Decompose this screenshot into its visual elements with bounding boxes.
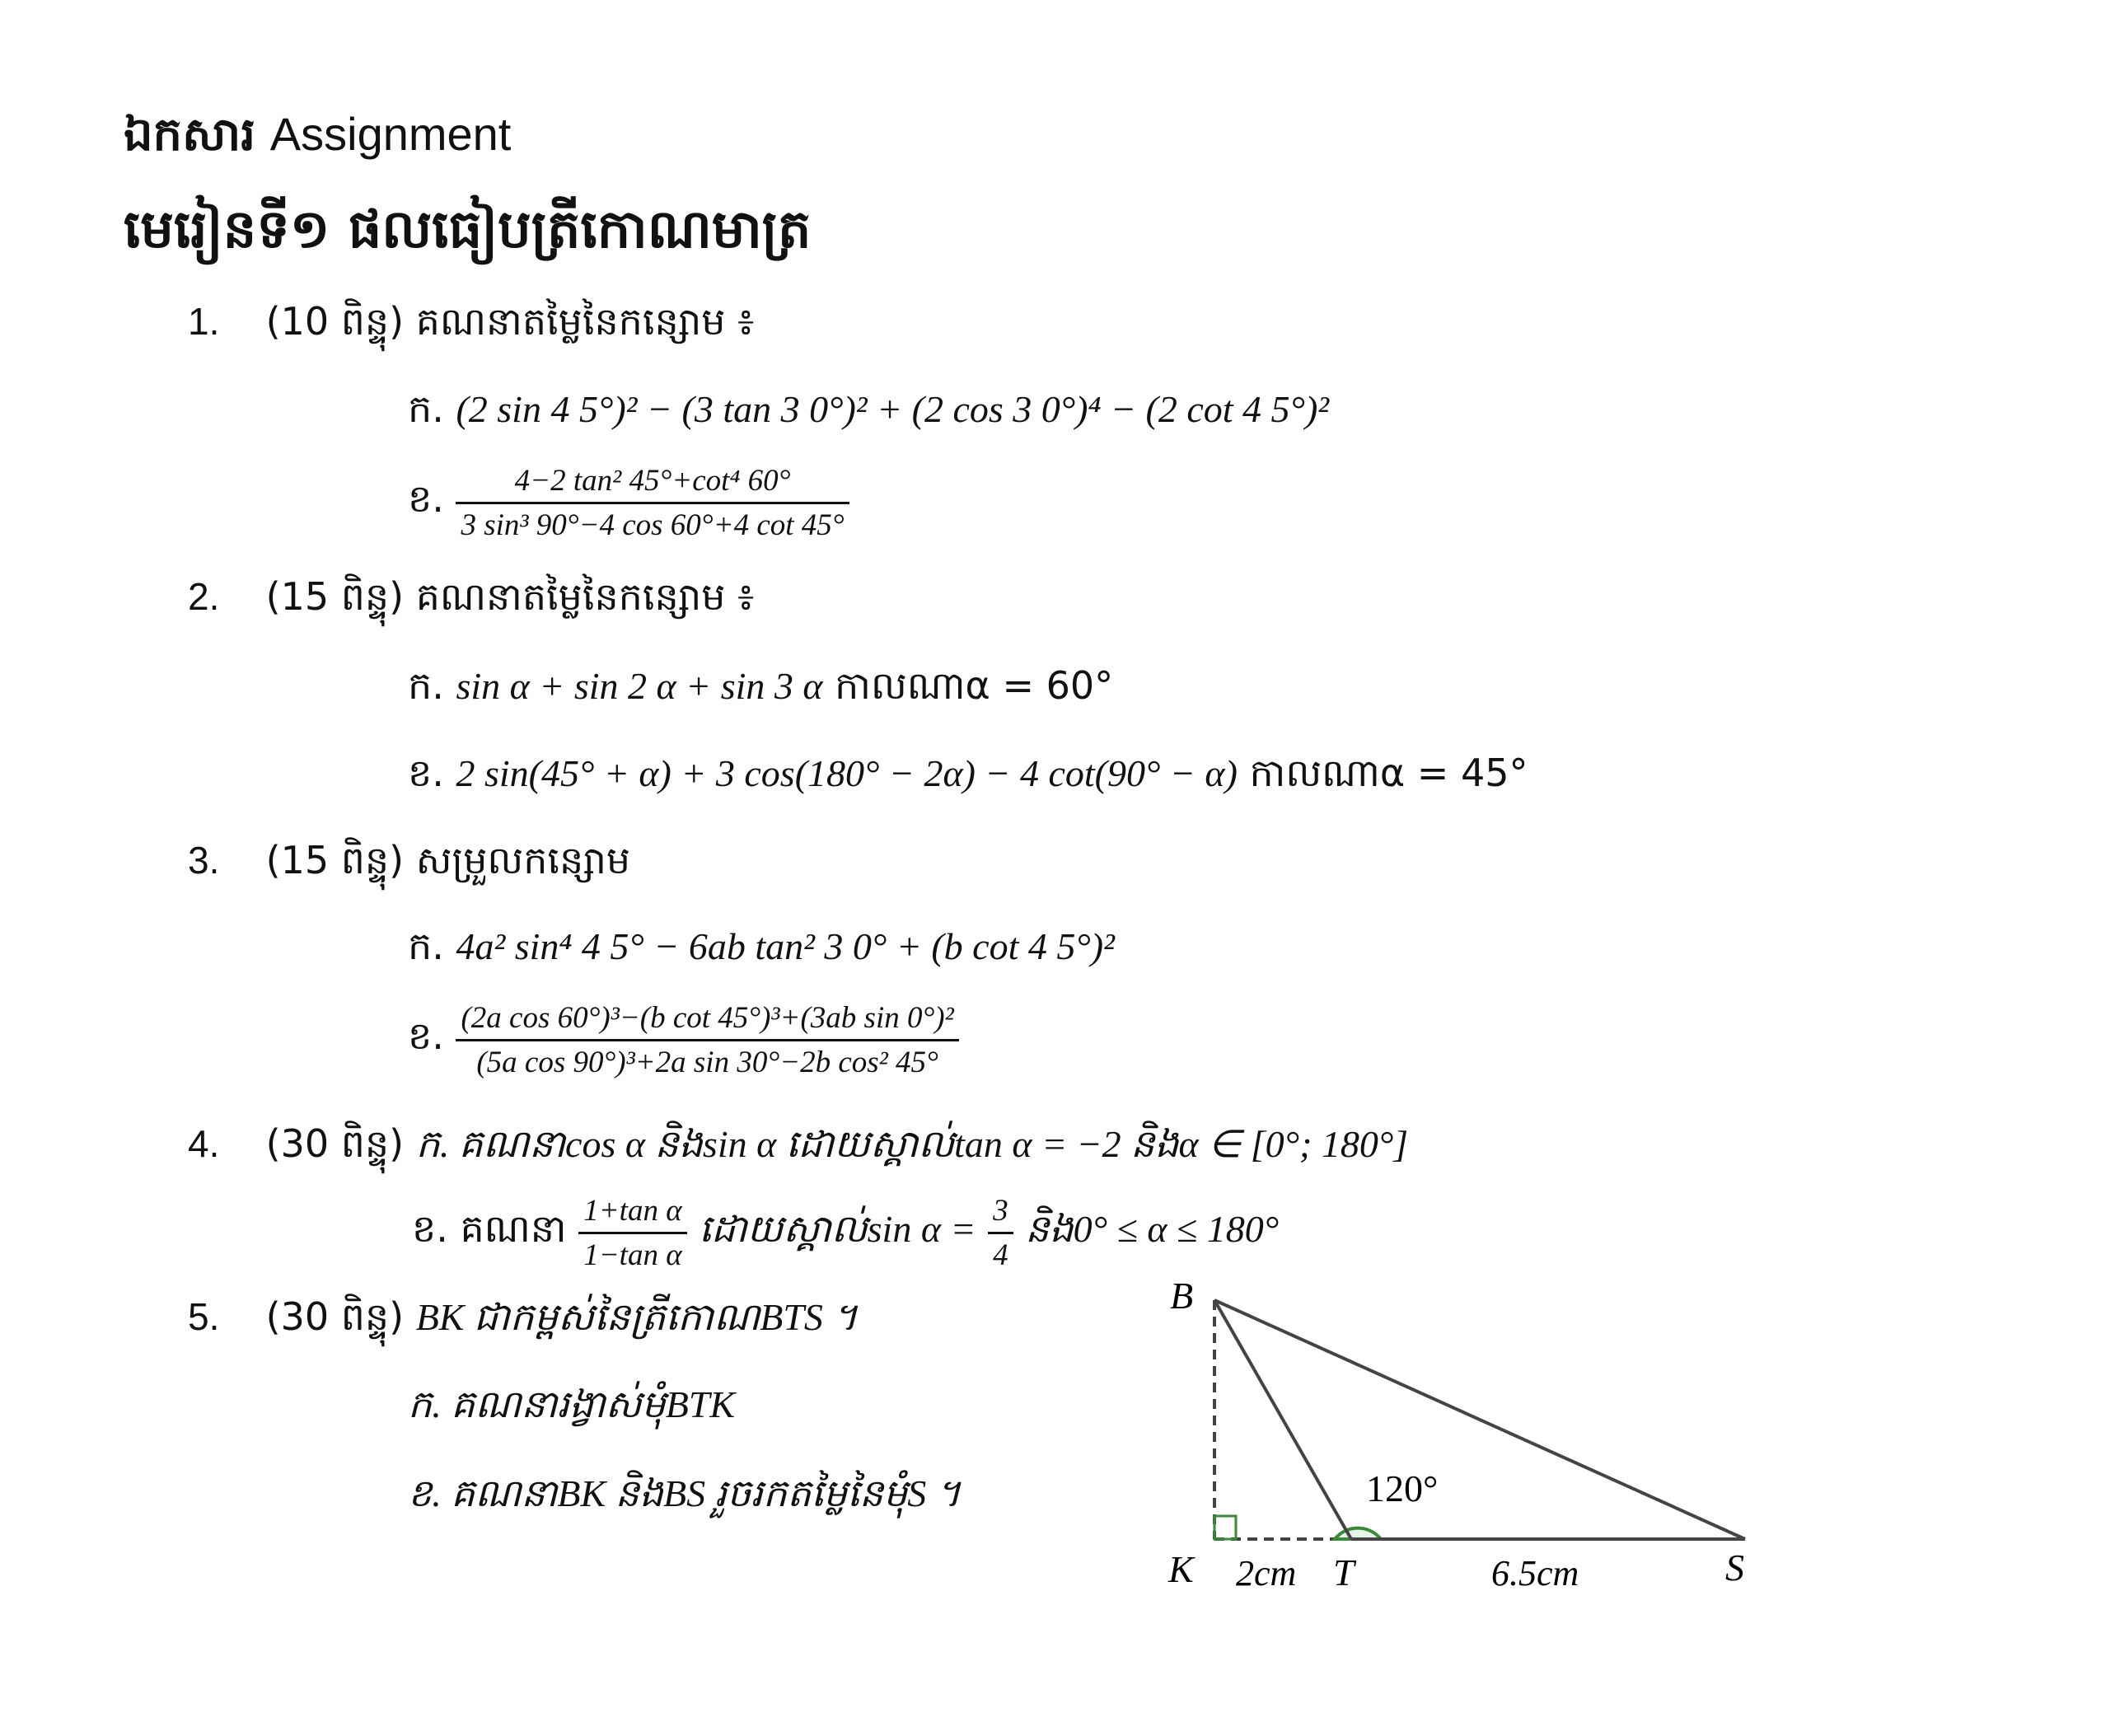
math-expression: 4a² sin⁴ 4 5° − 6ab tan² 3 0° + (b cot 4 5°)² bbox=[456, 925, 1115, 967]
question-text: ក. គណនាcos α និងsin α ដោយស្គាល់tan α = −2 និងα ∈ [0°; 180°] bbox=[415, 1123, 1409, 1165]
range-text: និង0° ≤ α ≤ 180° bbox=[1025, 1208, 1280, 1250]
question-number: 4. bbox=[188, 1122, 220, 1165]
question-points: (10 ពិន្ទុ) bbox=[265, 299, 405, 344]
right-angle-marker bbox=[1214, 1516, 1236, 1539]
question-points: (30 ពិន្ទុ) bbox=[265, 1121, 405, 1166]
fraction-denominator: (5a cos 90°)³+2a sin 30°−2b cos² 45° bbox=[476, 1046, 938, 1079]
q3-part-b bbox=[408, 1000, 959, 1080]
q2-part-a bbox=[408, 662, 1113, 718]
question-prompt: គណនាតម្លៃនៃកន្សោម ៖ bbox=[415, 574, 755, 619]
math-expression: 2 sin(45° + α) + 3 cos(180° − 2α) − 4 cot(90° − α) bbox=[456, 752, 1238, 794]
part-label: ក. bbox=[408, 663, 444, 708]
side-bt bbox=[1214, 1300, 1351, 1539]
document-header bbox=[124, 105, 511, 173]
header-label-kh: ឯកសារ bbox=[124, 108, 255, 161]
part-label: ខ. bbox=[408, 1013, 444, 1058]
lesson-title: មេរៀនទី១ ផលធៀបត្រីកោណមាត្រ bbox=[124, 199, 812, 260]
vertex-label-t: T bbox=[1333, 1551, 1355, 1593]
part-text: ក. គណនារង្វាស់មុំBTK bbox=[408, 1383, 736, 1425]
question-5 bbox=[188, 1294, 858, 1349]
question-3 bbox=[188, 837, 630, 892]
question-points: (15 ពិន្ទុ) bbox=[265, 574, 405, 619]
math-expression: sin α + sin 2 α + sin 3 α bbox=[456, 665, 823, 707]
vertex-label-b: B bbox=[1170, 1275, 1194, 1317]
fraction-numerator: (2a cos 60°)³−(b cot 45°)³+(3ab sin 0°)² bbox=[456, 1000, 958, 1041]
q3-part-a bbox=[408, 923, 1115, 978]
length-label-ts: 6.5cm bbox=[1491, 1553, 1579, 1593]
fraction-denominator: 1−tan α bbox=[583, 1238, 682, 1272]
part-label: ខ. bbox=[408, 751, 444, 795]
fraction-numerator: 1+tan α bbox=[578, 1193, 686, 1234]
question-prompt: គណនាតម្លៃនៃកន្សោម ៖ bbox=[415, 299, 755, 344]
question-number: 5. bbox=[188, 1295, 220, 1338]
vertex-label-k: K bbox=[1168, 1548, 1194, 1590]
question-number: 3. bbox=[188, 839, 220, 882]
q4-part-b bbox=[412, 1193, 1279, 1273]
part-label: ក. bbox=[408, 924, 444, 968]
fraction bbox=[456, 463, 849, 543]
q2-part-b bbox=[408, 750, 1528, 805]
question-number: 1. bbox=[188, 300, 220, 343]
math-expression: (2 sin 4 5°)² − (3 tan 3 0°)² + (2 cos 3 0°)⁴ − (2 cot 4 5°)² bbox=[456, 388, 1330, 430]
triangle-figure bbox=[1145, 1269, 1804, 1615]
part-label: ក. bbox=[408, 386, 444, 431]
question-points: (15 ពិន្ទុ) bbox=[265, 838, 405, 882]
condition-text: កាលណាα = 45° bbox=[1249, 751, 1528, 795]
q1-part-b bbox=[408, 463, 849, 543]
header-label-en: Assignment bbox=[269, 108, 512, 160]
question-4 bbox=[188, 1121, 1408, 1176]
part-label: ខ. bbox=[408, 476, 444, 521]
question-points: (30 ពិន្ទុ) bbox=[265, 1294, 405, 1339]
fraction-numerator: 4−2 tan² 45°+cot⁴ 60° bbox=[456, 463, 849, 504]
question-2 bbox=[188, 573, 754, 629]
question-number: 2. bbox=[188, 575, 220, 618]
question-prompt: BK ជាកម្ពស់នៃត្រីកោណBTS ។ bbox=[415, 1296, 858, 1338]
length-label-kt: 2cm bbox=[1236, 1553, 1297, 1593]
part-text: ខ. គណនាBK និងBS រួចរកតម្លៃនៃមុំS ។ bbox=[408, 1472, 962, 1514]
vertex-label-s: S bbox=[1725, 1546, 1744, 1589]
fraction-denominator: 3 sin³ 90°−4 cos 60°+4 cot 45° bbox=[461, 508, 845, 542]
fraction bbox=[456, 1000, 958, 1080]
angle-arc-120 bbox=[1335, 1528, 1381, 1539]
question-1 bbox=[188, 298, 754, 353]
q1-part-a bbox=[408, 386, 1329, 441]
condition-text: កាលណាα = 60° bbox=[835, 663, 1114, 708]
fraction bbox=[578, 1193, 686, 1273]
fraction bbox=[988, 1193, 1013, 1273]
given-text: ដោយស្គាល់sin α = bbox=[699, 1208, 976, 1250]
part-label: ខ. គណនា bbox=[412, 1206, 567, 1251]
q5-part-b bbox=[408, 1470, 961, 1525]
fraction-denominator: 4 bbox=[993, 1238, 1008, 1272]
side-bs bbox=[1214, 1300, 1745, 1539]
fraction-numerator: 3 bbox=[988, 1193, 1013, 1234]
q5-part-a bbox=[408, 1381, 735, 1436]
question-prompt: សម្រួលកន្សោម bbox=[415, 838, 631, 882]
angle-label: 120° bbox=[1366, 1467, 1439, 1509]
